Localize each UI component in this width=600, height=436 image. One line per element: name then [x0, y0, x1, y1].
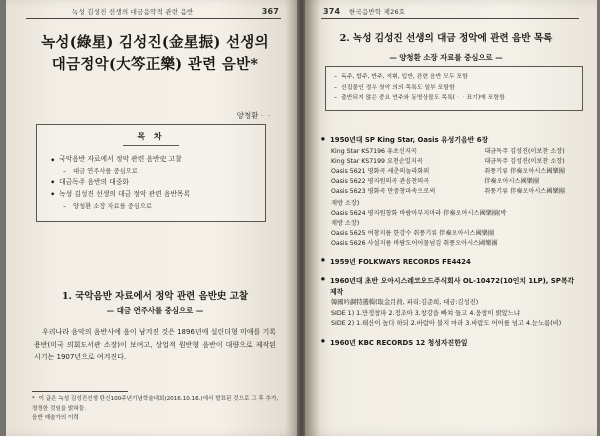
list-item: ◆ 국악음반 자료에서 정악 관련 음반史 고찰 — [51, 154, 255, 166]
entry-heading: ● 1960년 KBC RECORDS 12 청성자진한잎 — [321, 338, 579, 349]
table-row — [331, 187, 589, 197]
table-row — [331, 147, 589, 157]
table-row — [331, 157, 589, 167]
notes-list — [334, 72, 574, 104]
page-title — [30, 32, 280, 77]
left-page-number: 367 — [261, 7, 279, 16]
entry-continuation: SIDE 2) 1.태산이 높다 하되 2.바람아 불지 마라 3.바람도 어어를 넘고 4.눈노름(비) — [331, 320, 562, 328]
page-title-line-1: 녹성(綠星) 김성진(金星振) 선생의 — [41, 34, 269, 51]
right-page — [305, 0, 597, 436]
footnote-text-1: 이 글은 녹성 김성진선생 탄신100주년기념학술대회(2016.10.16.)에서 발표된 것으로 그 후 추가, 정정한 것임을 밝혀둠. — [32, 396, 279, 412]
left-running-head: 녹성 김성진 선생의 대금음악적 관련 음반 — [72, 8, 194, 16]
section-heading: 1. 국악음반 자료에서 정악 관련 음반史 고찰 — [61, 291, 249, 302]
footnote-marker: * — [32, 396, 35, 402]
toc-list — [37, 154, 265, 212]
entry-continuation: Oasis 5624 평지원창화 바람아부지마라 伴奏오아시스國樂團(박 — [331, 210, 507, 218]
entry-heading: ● 1959년 FOLKWAYS RECORDS FE4424 — [321, 257, 579, 268]
right-page-number: 374 — [323, 7, 341, 16]
toc-heading: 목 차 — [137, 132, 165, 141]
record-performer: 伴奏오아시스國樂團 — [484, 178, 540, 186]
record-table — [331, 147, 589, 197]
table-of-contents-box — [36, 124, 266, 222]
page-curl-shadow-right — [305, 0, 321, 436]
section-subheading: — 대금 연주사를 중심으로 — — [106, 306, 204, 315]
record-performer: 대금독주 김성진(이보찬 소장) — [484, 148, 565, 156]
left-header-rule — [26, 18, 281, 19]
entry-heading: ● 1960년대 초반 오아시스레코오드주식회사 OL-10472(10인치 1LP), SP복각제작 — [321, 276, 579, 298]
list-item — [321, 276, 579, 330]
record-label: King Star KS7199 요천순일지곡 — [331, 158, 423, 166]
footnote-rule — [32, 391, 128, 392]
right-section-heading: 2. 녹성 김성진 선생의 대금 정악에 관련 음반 목록 — [339, 33, 553, 44]
toc-rule — [123, 145, 179, 146]
record-label: King Star KS7196 유초신지곡 — [331, 148, 417, 156]
entry-continuation: 韓國吟調特選輯(取金月荷, 피리:김준희, 대금:김성진) — [331, 299, 479, 307]
author-byline: 양청환ᆞᆞ — [236, 111, 273, 120]
entry-continuation: Oasis 5626 사설지름 바람도어어물넘김 취풍오아시스國樂團 — [331, 239, 498, 247]
record-label: Oasis 5622 평지원의곡 관음찬의곡 — [331, 178, 430, 186]
entry-heading: ● 1950년대 SP King Star, Oasis 유성기음반 6장 — [321, 135, 579, 146]
list-item: – 대금 연주사를 중심으로 — [51, 166, 255, 177]
record-label: Oasis 5621 평화곡 세춘의놀라화외 — [331, 168, 430, 176]
right-running-head: 한국음반학 제26호 — [349, 8, 406, 16]
entry-continuation: 재방 소장) — [331, 220, 360, 228]
record-performer: 취풍기류 伴奏오아시스國樂團 — [484, 188, 565, 196]
table-row — [331, 167, 589, 177]
discography-entries — [321, 135, 579, 351]
right-section-subheading: — 양청환 소장 자료를 중심으로 — — [389, 53, 503, 62]
table-row — [331, 177, 589, 187]
entry-continuation: Oasis 5625 여창지름 한강수 취풍기류 伴奏오아시스國樂團 — [331, 230, 495, 238]
page-title-line-2: 대금정악(大笒正樂) 관련 음반* — [51, 56, 259, 74]
list-item: – 양청환 소장 자료를 중심으로 — [51, 201, 255, 212]
footnote — [32, 395, 280, 424]
entry-continuation: SIDE 1) 1.만정창파 2.정조아 3.창강을 빠쳐 들고 4.웅창이 밝았느냐 — [331, 309, 520, 317]
notes-box — [325, 66, 583, 111]
entry-continuation: 재방 소장) — [331, 200, 360, 208]
record-label: Oasis 5623 평화곡 만중창파속으로써 — [331, 188, 436, 196]
record-performer: 취풍기류 伴奏오아시스國樂團 — [484, 168, 565, 176]
list-item — [321, 257, 579, 268]
list-item: ◆ 녹성 김성진 선생의 대금 정악 관련 음반목록 — [51, 189, 255, 201]
right-header-rule — [321, 18, 579, 19]
footnote-text-2: 음반 예술가의 이력 — [32, 415, 79, 421]
list-item: – 출반되지 않은 중요 연주와 동영상물도 목록(ᆞᆞ표기)에 포함함 — [334, 93, 574, 104]
list-item: – 독주, 합주, 반주, 지휘, 입반, 관련 음반 모두 포함 — [334, 72, 574, 83]
record-performer: 대금독주 김성진(이보찬 소장) — [484, 158, 565, 166]
list-item — [321, 135, 579, 249]
list-item: ◆ 대금독주 음반의 대중화 — [51, 177, 255, 189]
left-page — [6, 0, 301, 436]
list-item — [321, 338, 579, 349]
body-paragraph: 우리나라 음악의 음반사에 음이 남겨진 것은 1896년에 설린더형 미애를 기록 용반(미국 의회도서관 소장)이 보여고, 상업적 원반형 음반이 대량으로 제작된 시기는 1907년으로 여겨진다. — [34, 328, 276, 362]
list-item: – 선집물인 경우 첫악 의의 목록도 일부 포함함 — [334, 83, 574, 94]
